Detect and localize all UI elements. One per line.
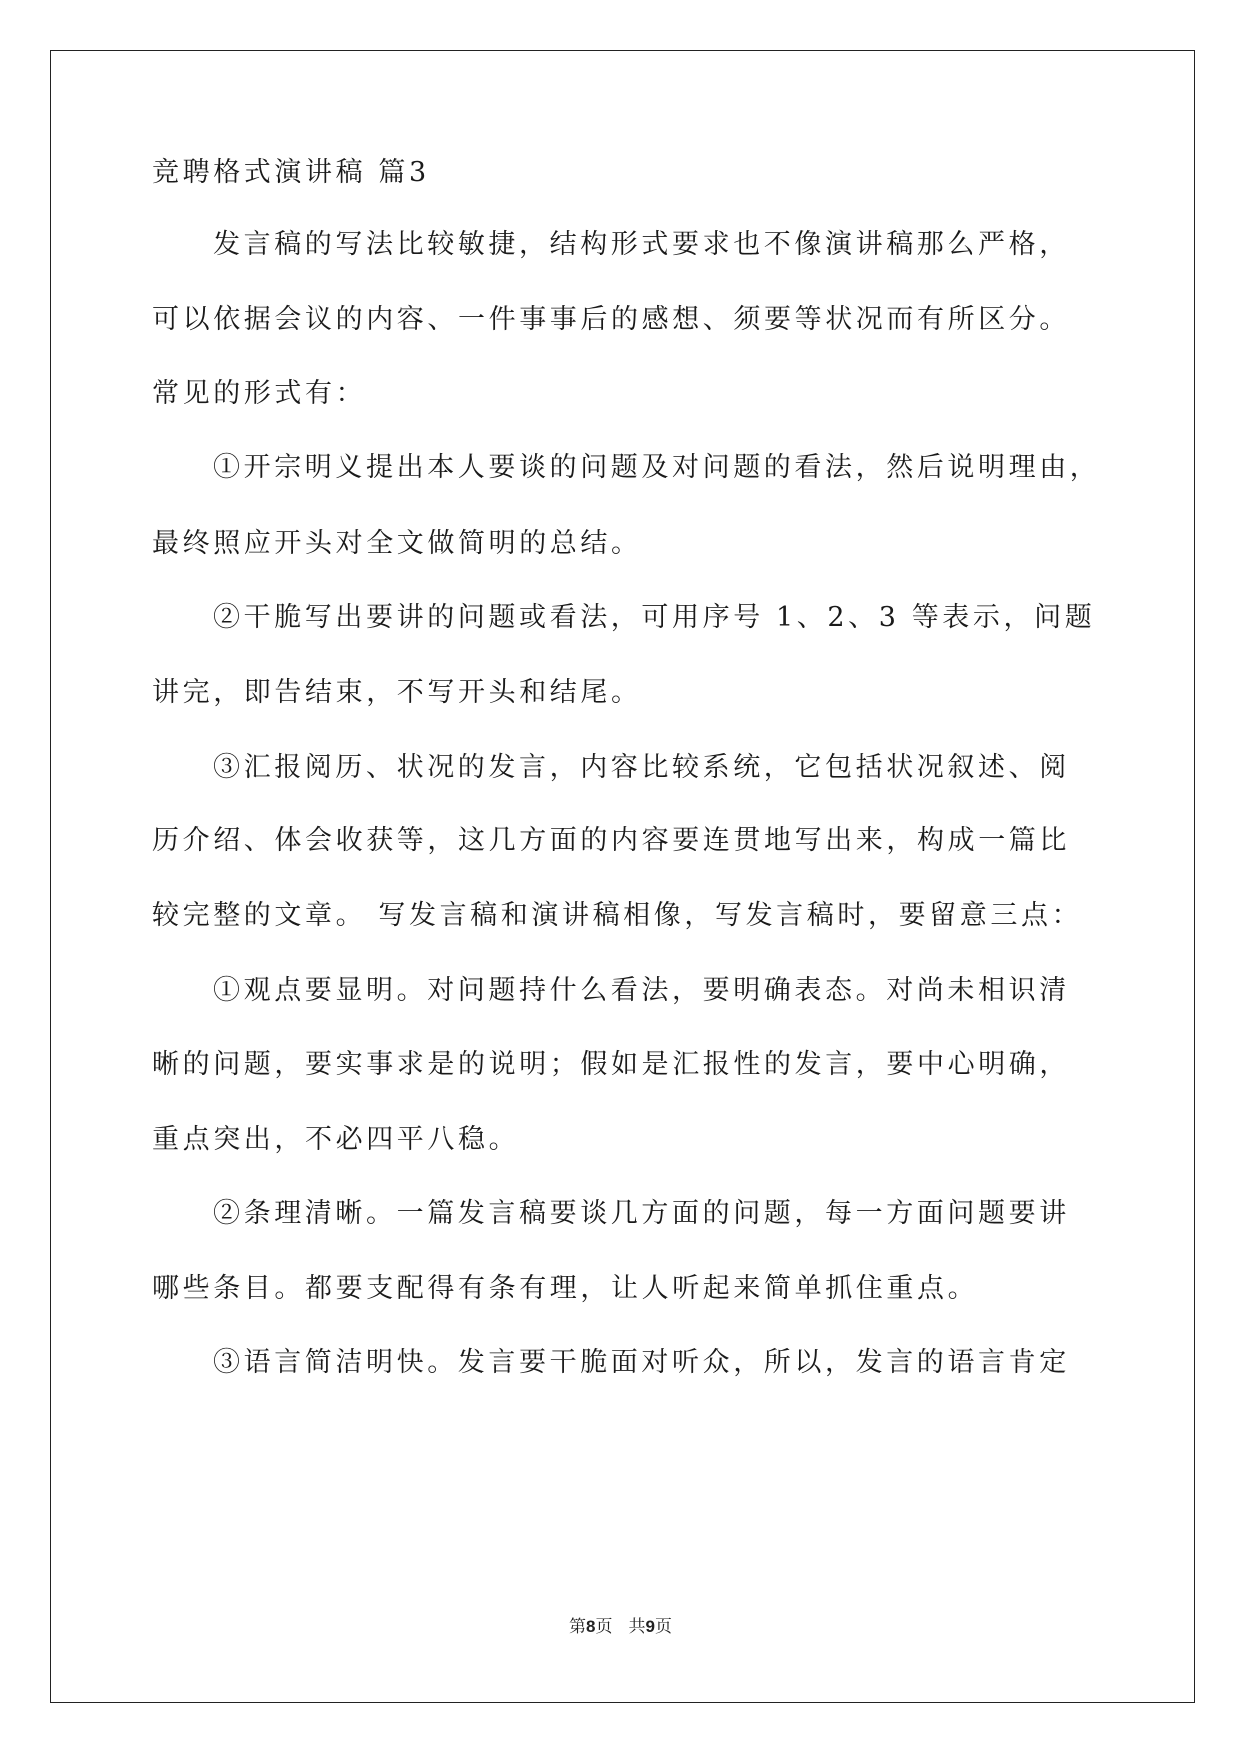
paragraph-line: ①开宗明义提出本人要谈的问题及对问题的看法，然后说明理由， <box>213 452 1101 483</box>
paragraph-line: 晰的问题，要实事求是的说明；假如是汇报性的发言，要中心明确， <box>152 1049 1070 1080</box>
paragraph-line: 可以依据会议的内容、一件事事后的感想、须要等状况而有所区分。 <box>152 304 1070 335</box>
paragraph-line: 历介绍、体会收获等，这几方面的内容要连贯地写出来，构成一篇比 <box>152 825 1070 856</box>
paragraph-line: ②条理清晰。一篇发言稿要谈几方面的问题，每一方面问题要讲 <box>213 1198 1070 1229</box>
paragraph-line: 常见的形式有： <box>152 378 367 409</box>
paragraph-line: ③语言简洁明快。发言要干脆面对听众，所以，发言的语言肯定 <box>213 1347 1070 1378</box>
total-suffix: 页 <box>654 1617 672 1637</box>
page-total: 9 <box>645 1617 655 1636</box>
total-prefix: 共 <box>628 1617 646 1637</box>
page-current: 8 <box>586 1617 596 1636</box>
page-border <box>50 50 1195 1703</box>
page-suffix: 页 <box>595 1617 613 1637</box>
paragraph-line: ②干脆写出要讲的问题或看法，可用序号 1、2、3 等表示，问题 <box>213 602 1096 633</box>
paragraph-line: 发言稿的写法比较敏捷，结构形式要求也不像演讲稿那么严格， <box>213 229 1070 260</box>
paragraph-line: 最终照应开头对全文做简明的总结。 <box>152 528 642 559</box>
paragraph-line: 讲完，即告结束，不写开头和结尾。 <box>152 677 642 708</box>
paragraph-line: 较完整的文章。 写发言稿和演讲稿相像，写发言稿时，要留意三点： <box>152 900 1083 931</box>
paragraph-line: 重点突出，不必四平八稳。 <box>152 1124 520 1155</box>
paragraph-line: ③汇报阅历、状况的发言，内容比较系统，它包括状况叙述、阅 <box>213 752 1070 783</box>
page-prefix: 第 <box>569 1617 587 1637</box>
paragraph-line: ①观点要显明。对问题持什么看法，要明确表态。对尚未相识清 <box>213 975 1070 1006</box>
document-heading: 竞聘格式演讲稿 篇3 <box>152 157 430 188</box>
page-footer <box>0 1616 1241 1638</box>
paragraph-line: 哪些条目。都要支配得有条有理，让人听起来简单抓住重点。 <box>152 1273 979 1304</box>
